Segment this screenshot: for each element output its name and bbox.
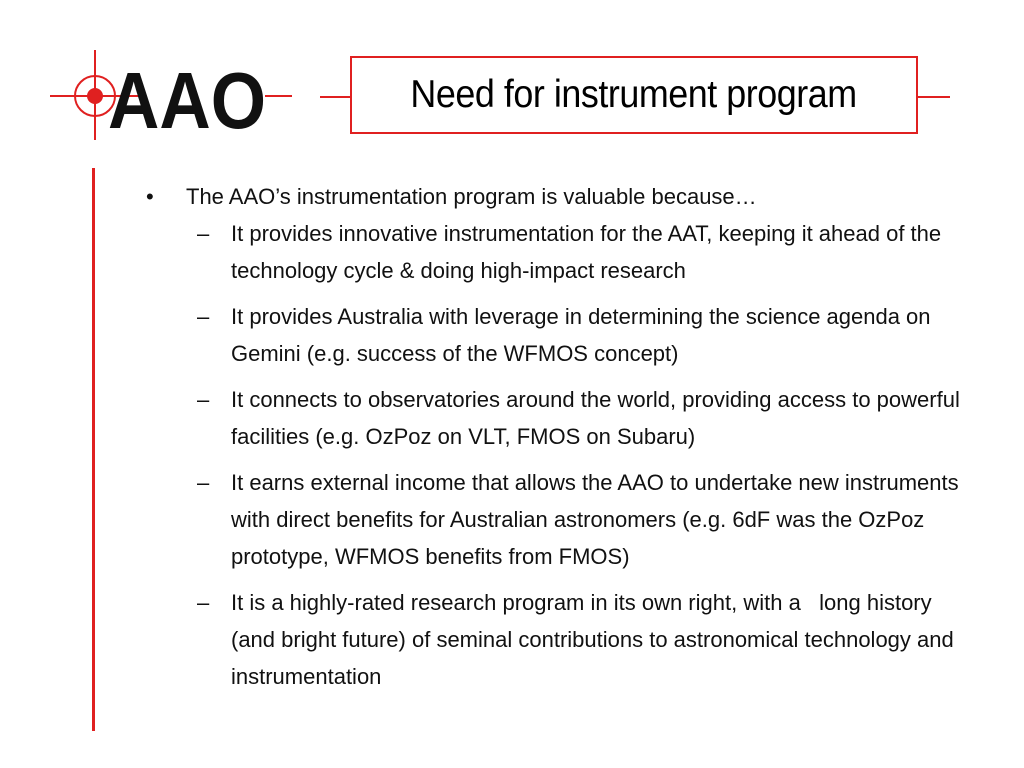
slide-content [140, 178, 1000, 704]
bullet-marker: • [146, 184, 154, 209]
dash-marker: – [197, 387, 210, 412]
aao-logo [0, 0, 300, 150]
main-bullet-text: The AAO’s instrumentation program is valuable because… [186, 184, 757, 209]
dash-marker: – [197, 470, 210, 495]
sub-bullet-list [197, 215, 1000, 695]
sub-bullet-text: It provides innovative instrumentation for the AAT, keeping it ahead of the technology cycle & doing high-impact research [231, 221, 948, 283]
dash-marker: – [197, 304, 210, 329]
logo-text: AAO [108, 56, 266, 145]
main-bullet-item [140, 178, 1000, 215]
sub-bullet-item [197, 381, 1000, 455]
sub-bullet-item [197, 215, 1000, 289]
sub-bullet-text: It provides Australia with leverage in determining the science agenda on Gemini (e.g. success of the WFMOS concept) [231, 304, 937, 366]
sub-bullet-item [197, 584, 1000, 695]
sub-bullet-text: It earns external income that allows the AAO to undertake new instruments with direct benefits for Australian astronomers (e.g. 6dF was the OzPoz prototype, WFMOS benefits from FMOS) [231, 470, 965, 569]
sub-bullet-text: It is a highly-rated research program in its own right, with a long history (and bright future) of seminal contributions to astronomical technology and instrumentation [231, 590, 960, 689]
page-title: Need for instrument program [410, 73, 858, 116]
title-box [350, 56, 918, 134]
dash-marker: – [197, 590, 210, 615]
sub-bullet-item [197, 464, 1000, 575]
dash-marker: – [197, 221, 210, 246]
title-left-rule [320, 96, 351, 98]
sub-bullet-text: It connects to observatories around the world, providing access to powerful facilities (e.g. OzPoz on VLT, FMOS on Subaru) [231, 387, 966, 449]
title-right-rule [918, 96, 950, 98]
sub-bullet-item [197, 298, 1000, 372]
left-vertical-rule [92, 168, 95, 731]
